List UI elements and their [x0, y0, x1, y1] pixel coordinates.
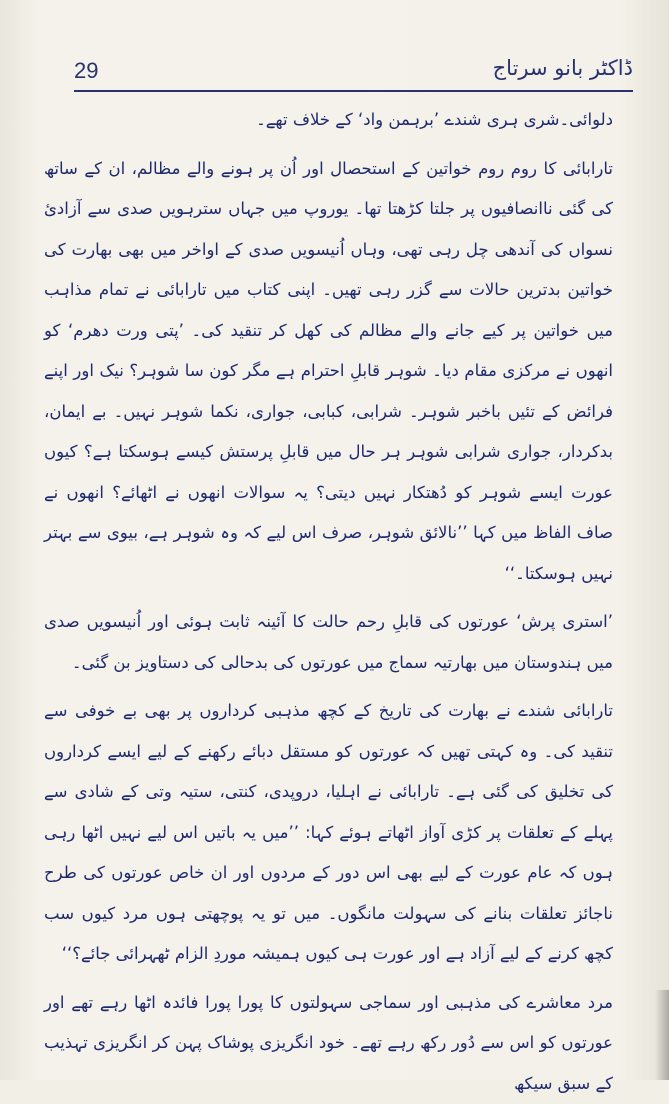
page-header: [74, 52, 633, 92]
paragraph-5: مرد معاشرے کی مذہبی اور سماجی سہولتوں کا پورا پورا فائدہ اٹھا رہے تھے اور عورتوں کو اس سے دُور رکھ رہے تھے۔ خود انگریزی پوشاک پہن کر انگریزی تہذیب کے سبق سیکھ: [44, 983, 613, 1104]
page-curl-shadow: [655, 990, 669, 1080]
paragraph-2: تارابائی کا روم روم خواتین کے استحصال اور اُن پر ہونے والے مظالم، ان کے ساتھ کی گئی ناانصافیوں پر جلتا کڑھتا تھا۔ یوروپ میں جہاں سترہویں صدی سے آزادیٔ نسواں کی آندھی چل رہی تھی، وہاں اُنیسویں صدی کے اواخر میں بھی بھارت کی خواتین بدترین حالات سے گزر رہی تھیں۔ اپنی کتاب میں تارابائی نے تمام مذاہب میں خواتین پر کیے جانے والے مظالم کی کھل کر تنقید کی۔ ’پتی ورت دھرم‘ کو انھوں نے مرکزی مقام دیا۔ شوہر قابلِ احترام ہے مگر کون سا شوہر؟ نیک اور اپنے فرائض کے تئیں باخبر شوہر۔ شرابی، کبابی، جواری، نکما شوہر نہیں۔ بے ایمان، بدکردار، جواری شرابی شوہر ہر حال میں قابلِ پرستش کیسے ہوسکتا ہے؟ کیوں عورت ایسے شوہر کو دُھتکار نہیں دیتی؟ یہ سوالات انھوں نے اٹھائے؟ انھوں نے صاف الفاظ میں کہا ’’نالائق شوہر، صرف اس لیے کہ وہ شوہر ہے، بیوی سے بہتر نہیں ہوسکتا۔‘‘: [44, 149, 613, 595]
paragraph-4: تارابائی شندے نے بھارت کی تاریخ کے کچھ مذہبی کرداروں پر بھی بے خوفی سے تنقید کی۔ وہ کہتی تھیں کہ عورتوں کو مستقل دبائے رکھنے کے لیے ایسے کرداروں کی تخلیق کی گئی ہے۔ تارابائی نے اہلیا، دروپدی، کنتی، ستیہ وتی کے شادی سے پہلے کے تعلقات پر کڑی آواز اٹھاتے ہوئے کہا: ’’میں یہ باتیں اس لیے نہیں اٹھا رہی ہوں کہ عام عورت کے لیے بھی اس دور کے مردوں اور ان خاص عورتوں کی طرح ناجائز تعلقات بنانے کی سہولت مانگوں۔ میں تو یہ پوچھتی ہوں مرد کیوں سب کچھ کرنے کے لیے آزاد ہے اور عورت ہی کیوں ہمیشہ موردِ الزام ٹھہرائی جائے؟‘‘: [44, 691, 613, 975]
paragraph-3: ’استری پرش‘ عورتوں کی قابلِ رحم حالت کا آئینہ ثابت ہوئی اور اُنیسویں صدی میں ہندوستان میں بھارتیہ سماج میں عورتوں کی بدحالی کی دستاویز بن گئی۔: [44, 602, 613, 683]
running-head-author: ڈاکٹر بانو سرتاج: [493, 56, 633, 80]
header-rule: [74, 90, 633, 92]
paragraph-1: دلوائی۔شری ہری شندے ’برہمن واد‘ کے خلاف تھے۔: [44, 100, 613, 141]
body-text: [44, 100, 613, 1060]
page-number: 29: [74, 58, 98, 84]
